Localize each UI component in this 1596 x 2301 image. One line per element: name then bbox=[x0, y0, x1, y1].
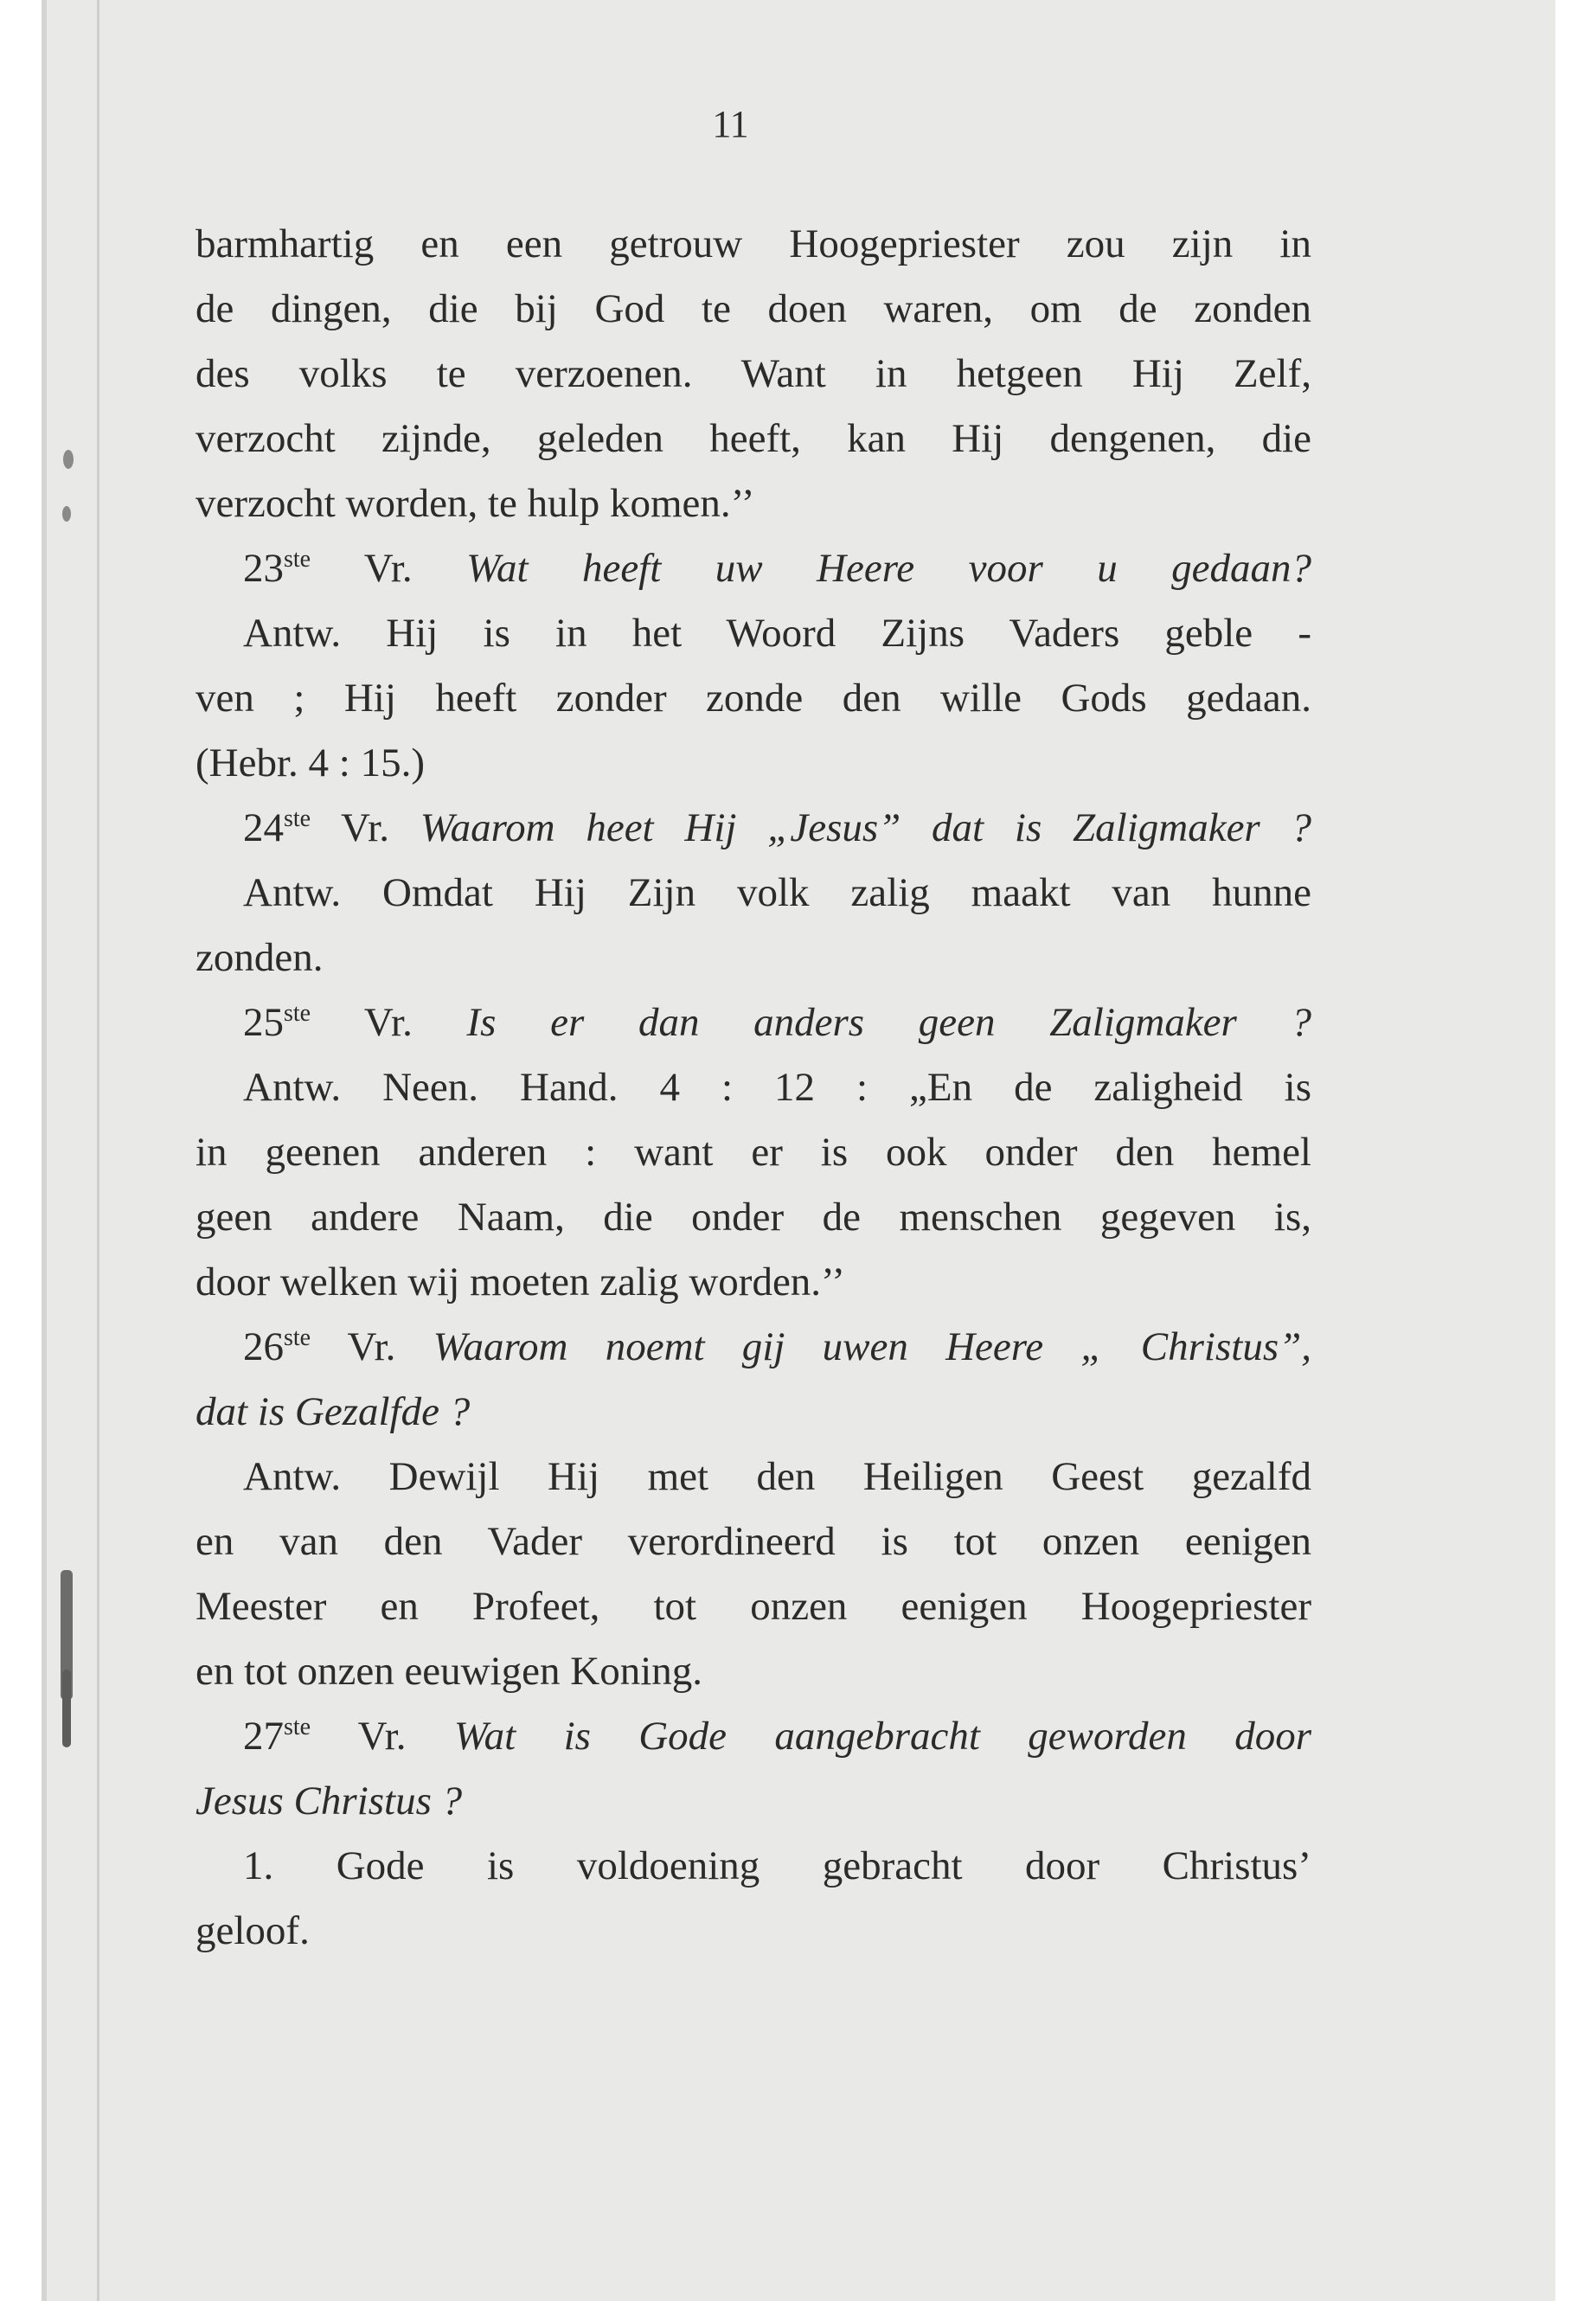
page-number: 11 bbox=[712, 103, 749, 145]
text-line bbox=[195, 1899, 1311, 1963]
question-line bbox=[243, 1315, 1311, 1379]
italic-text: Wat is Gode aangebracht geworden door bbox=[453, 1714, 1311, 1759]
text-run: zonden. bbox=[195, 935, 324, 980]
text-line bbox=[195, 277, 1311, 341]
text-line bbox=[195, 1120, 1311, 1184]
page-gutter bbox=[97, 0, 99, 2301]
text-line bbox=[195, 1639, 1311, 1703]
text-run: Vr. bbox=[311, 1324, 433, 1369]
text-line bbox=[195, 1250, 1311, 1314]
text-line bbox=[195, 1509, 1311, 1574]
answer-line bbox=[243, 601, 1311, 665]
question-line bbox=[243, 796, 1311, 860]
text-run: door welken wij moeten zalig worden.’’ bbox=[195, 1259, 845, 1304]
text-run: ven ; Hij heeft zonder zonde den wille Gods gedaan. bbox=[195, 676, 1311, 721]
italic-text: Is er dan anders geen Zaligmaker ? bbox=[466, 1000, 1312, 1045]
text-run: geloof. bbox=[195, 1908, 310, 1953]
text-run: verzocht zijnde, geleden heeft, kan Hij dengenen, die bbox=[195, 416, 1311, 461]
ordinal-suffix: ste bbox=[284, 1000, 311, 1027]
answer-line bbox=[243, 1834, 1311, 1898]
ordinal-suffix: ste bbox=[284, 805, 311, 832]
text-run: en tot onzen eeuwigen Koning. bbox=[195, 1649, 703, 1694]
text-run: 1. Gode is voldoening gebracht door Christus’ bbox=[243, 1843, 1311, 1888]
text-run: Vr. bbox=[311, 805, 420, 850]
text-run: en van den Vader verordineerd is tot onzen eenigen bbox=[195, 1519, 1311, 1564]
question-line bbox=[243, 536, 1311, 600]
text-run: 24 bbox=[243, 805, 284, 850]
ordinal-suffix: ste bbox=[284, 1714, 311, 1740]
text-run: Vr. bbox=[311, 546, 467, 591]
text-run: des volks te verzoenen. Want in hetgeen Hij Zelf, bbox=[195, 351, 1311, 396]
text-run: Antw. Dewijl Hij met den Heiligen Geest gezalfd bbox=[243, 1454, 1311, 1499]
italic-text: Jesus Christus ? bbox=[195, 1779, 463, 1823]
text-line bbox=[195, 212, 1311, 276]
question-line bbox=[243, 990, 1311, 1054]
italic-text: Waarom noemt gij uwen Heere „ Christus”, bbox=[433, 1324, 1311, 1369]
text-run: Meester en Profeet, tot onzen eenigen Hoogepriester bbox=[195, 1584, 1311, 1629]
italic-text: Waarom heet Hij „Jesus” dat is Zaligmaker ? bbox=[420, 805, 1311, 850]
italic-text: Wat heeft uw Heere voor u gedaan? bbox=[466, 546, 1312, 591]
text-line bbox=[195, 1769, 1311, 1833]
text-line bbox=[195, 407, 1311, 471]
text-run: in geenen anderen : want er is ook onder den hemel bbox=[195, 1130, 1311, 1175]
text-run: 26 bbox=[243, 1324, 284, 1369]
question-line bbox=[243, 1704, 1311, 1768]
italic-text: dat is Gezalfde ? bbox=[195, 1389, 471, 1434]
ink-spot bbox=[63, 450, 74, 469]
ink-spot bbox=[62, 506, 71, 522]
text-line bbox=[195, 731, 1311, 795]
answer-line bbox=[243, 1445, 1311, 1509]
text-run: Antw. Hij is in het Woord Zijns Vaders geble - bbox=[243, 611, 1311, 656]
text-run: Antw. Omdat Hij Zijn volk zalig maakt van hunne bbox=[243, 870, 1311, 915]
text-run: Antw. Neen. Hand. 4 : 12 : „En de zaligheid is bbox=[243, 1065, 1311, 1110]
answer-line bbox=[243, 861, 1311, 925]
ink-spot bbox=[62, 1670, 71, 1747]
text-run: Vr. bbox=[311, 1714, 454, 1759]
text-run: de dingen, die bij God te doen waren, om de zonden bbox=[195, 286, 1311, 331]
text-line bbox=[195, 471, 1311, 535]
text-run: verzocht worden, te hulp komen.’’ bbox=[195, 481, 755, 526]
text-run: 25 bbox=[243, 1000, 284, 1045]
text-line bbox=[195, 926, 1311, 990]
answer-line bbox=[243, 1055, 1311, 1119]
text-run: 23 bbox=[243, 546, 284, 591]
text-run: (Hebr. 4 : 15.) bbox=[195, 740, 425, 785]
text-run: 27 bbox=[243, 1714, 284, 1759]
text-run: geen andere Naam, die onder de menschen gegeven is, bbox=[195, 1195, 1311, 1240]
text-run: barmhartig en een getrouw Hoogepriester zou zijn in bbox=[195, 221, 1311, 266]
text-run: Vr. bbox=[311, 1000, 467, 1045]
ordinal-suffix: ste bbox=[284, 546, 311, 573]
book-page bbox=[42, 0, 1555, 2301]
text-line bbox=[195, 1574, 1311, 1638]
text-line bbox=[195, 1380, 1311, 1444]
text-line bbox=[195, 666, 1311, 730]
text-line bbox=[195, 342, 1311, 406]
ordinal-suffix: ste bbox=[284, 1324, 311, 1351]
text-line bbox=[195, 1185, 1311, 1249]
